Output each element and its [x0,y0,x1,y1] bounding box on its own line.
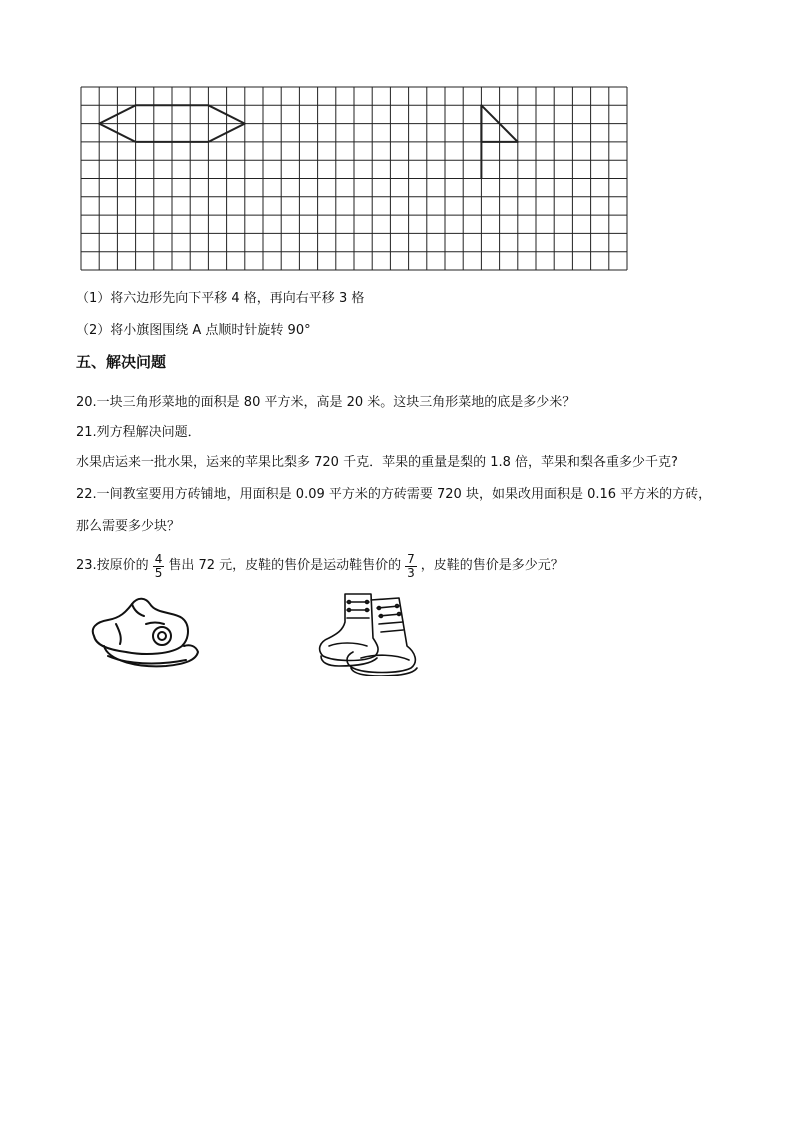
problem-22-line1: 22.一间教室要用方砖铺地，用面积是 0.09 平方米的方砖需要 720 块，如果改用面积是 0.16 平方米的方砖， [76,487,712,502]
problem-22-line2: 那么需要多少块？ [76,519,181,534]
fraction-seven-thirds [405,553,417,580]
fraction-2-numerator: 7 [407,551,415,566]
problem-23-part2: 售出 72 元，皮鞋的售价是运动鞋售价的 [168,558,402,573]
question-1: （1）将六边形先向下平移 4 格，再向右平移 3 格 [76,291,365,306]
boots-image [315,590,427,676]
problem-21-body: 水果店运来一批水果，运来的苹果比梨多 720 千克．苹果的重量是梨的 1.8 倍，苹果和梨各重多少千克? [76,455,678,470]
fraction-four-fifths [153,553,165,580]
problem-23-part3: ，皮鞋的售价是多少元？ [420,558,564,573]
question-2: （2）将小旗图围绕 A 点顺时针旋转 90° [76,323,311,338]
fraction-1-denominator: 5 [154,565,163,580]
grid-svg [80,86,628,271]
grid-figure [80,86,628,271]
fraction-2-denominator: 3 [407,565,415,580]
problem-20: 20.一块三角形菜地的面积是 80 平方米，高是 20 米。这块三角形菜地的底是多少米？ [76,395,576,410]
sneaker-image [86,594,201,672]
problem-23 [76,549,564,583]
section-title: 五、解决问题 [76,353,167,371]
problem-23-part1: 23.按原价的 [76,558,149,573]
problem-21-title: 21.列方程解决问题． [76,425,201,440]
fraction-1-numerator: 4 [154,551,163,566]
